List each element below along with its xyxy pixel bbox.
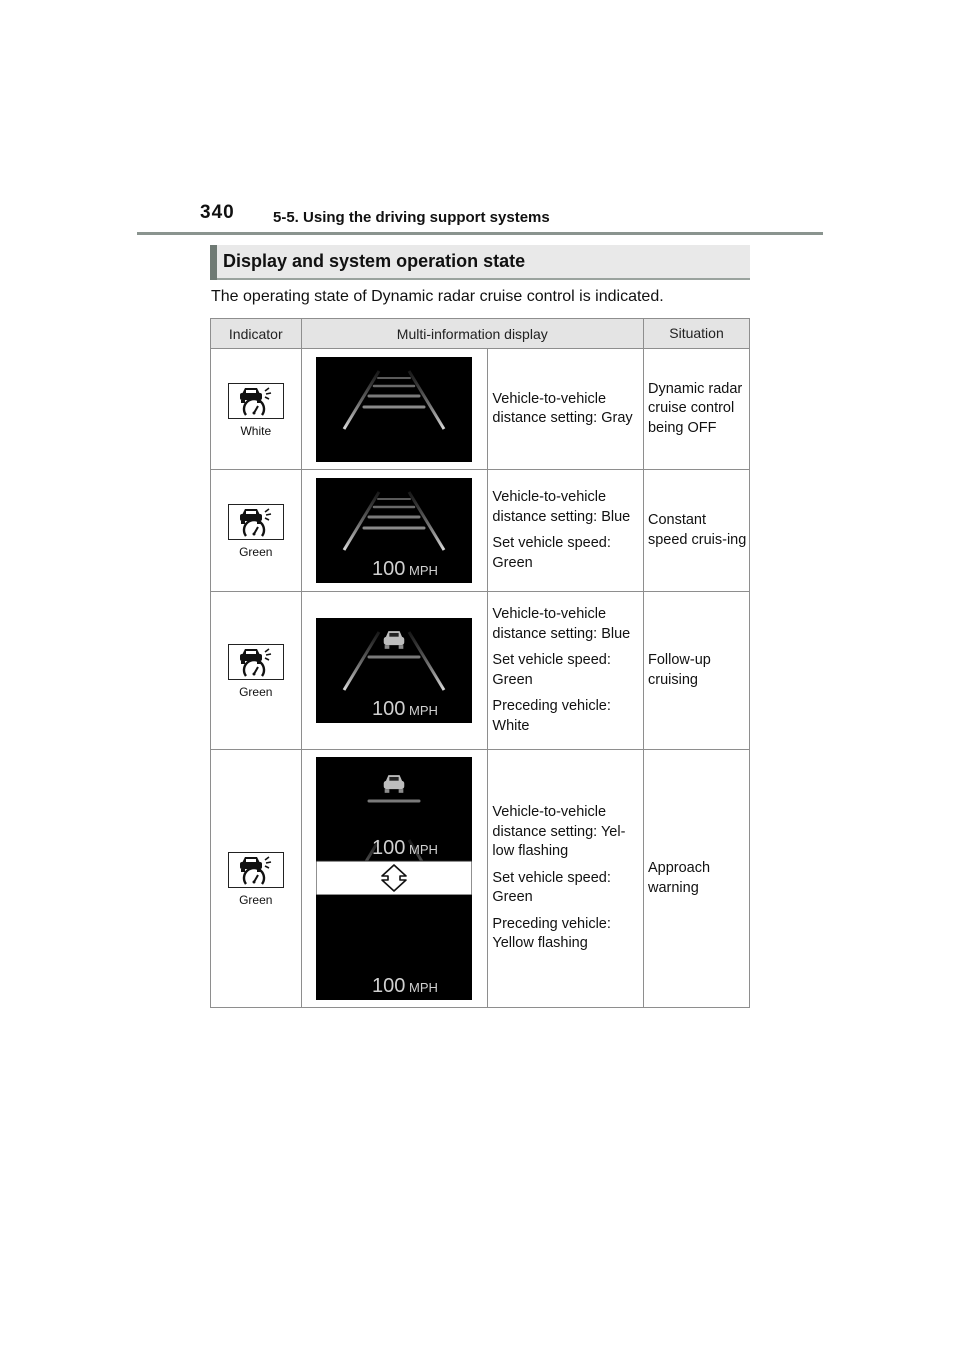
table-header-row [211,319,750,349]
multi-info-display [316,478,472,583]
display-description-cell [488,592,644,750]
display-item: Set vehicle speed: Green [492,535,611,571]
display-item: Vehicle-to-vehicle distance setting: Blue [492,606,631,642]
set-speed-value: 100 [372,558,406,580]
header-divider [137,232,823,235]
indicator-color-label: White [240,423,272,438]
radar-cruise-indicator-icon [228,644,284,680]
situation-cell: Approach warning [643,750,749,1008]
multi-info-display [316,618,472,723]
display-item: Vehicle-to-vehicle distance setting: Gray [492,390,633,426]
speed-unit: MPH [409,980,439,995]
intro-text: The operating state of Dynamic radar cruise control is indicated. [211,288,664,305]
speed-unit: MPH [409,703,439,718]
set-speed-value: 100 [372,975,406,997]
multi-info-display [316,357,472,462]
display-image-cell [301,470,488,592]
chapter-title: 5-5. Using the driving support systems [273,209,550,226]
table-row [211,592,750,750]
column-header-situation: Situation [643,319,749,349]
display-item: Preceding vehicle: Yellow flashing [492,915,611,952]
display-item: Vehicle-to-vehicle distance setting: Blue [492,489,631,525]
set-speed-value: 100 [372,837,406,859]
indicator-cell [211,470,302,592]
indicator-cell [211,349,302,470]
section-heading-bar [210,245,217,280]
display-image-cell [301,592,488,750]
column-header-display: Multi-information display [301,319,643,349]
situation-cell: Follow-up cruising [643,592,749,750]
display-item: Vehicle-to-vehicle distance setting: Yel-low flashing [492,804,626,860]
indicator-color-label: Green [239,545,273,559]
column-header-indicator: Indicator [211,319,302,349]
situation-cell: Dynamic radar cruise control being OFF [643,349,749,470]
display-image-cell [301,750,488,1008]
display-image-cell [301,349,488,470]
indicator-color-label: Green [239,685,273,699]
display-description-cell [488,470,644,592]
radar-cruise-indicator-icon [228,504,284,540]
display-item: Preceding vehicle: White [492,698,611,734]
multi-info-display-flashing [316,757,472,1000]
situation-cell: Constant speed cruis-ing [643,470,749,592]
section-heading [210,245,750,280]
indicator-cell [211,592,302,750]
radar-cruise-indicator-icon [228,383,284,419]
speed-unit: MPH [409,563,439,578]
indicator-color-label: Green [239,893,273,907]
display-item: Set vehicle speed: Green [492,652,611,688]
table-row [211,750,750,1008]
table-row [211,470,750,592]
speed-unit: MPH [409,842,439,857]
display-description-cell [488,349,644,470]
page-number: 340 [200,202,235,223]
table-row [211,349,750,470]
display-description-cell [488,750,644,1008]
set-speed-value: 100 [372,698,406,720]
indicator-cell [211,750,302,1008]
display-item: Set vehicle speed: Green [492,869,611,906]
section-title: Display and system operation state [223,251,526,271]
radar-cruise-indicator-icon [228,852,284,888]
operation-state-table [210,318,750,1008]
